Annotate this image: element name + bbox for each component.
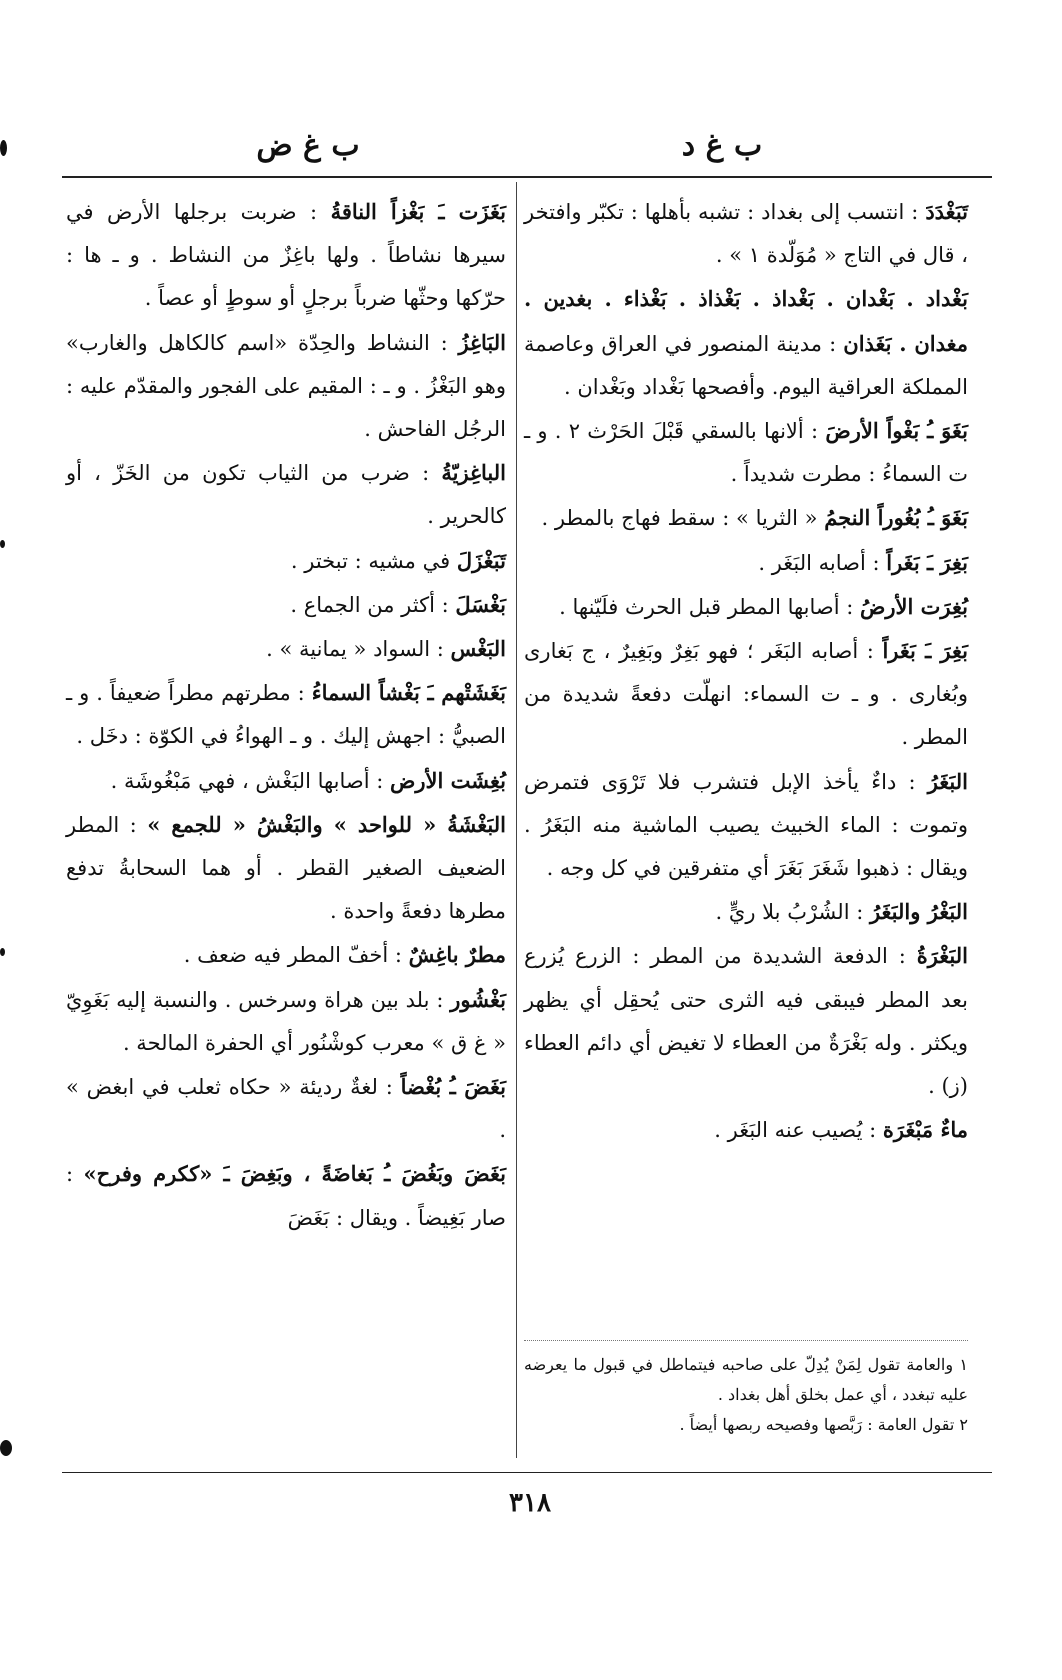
entry-body: « الثريا » : سقط فهاج بالمطر . bbox=[541, 506, 818, 531]
entry bbox=[524, 409, 968, 496]
entry-head: البَغْرُ والبَغَرُ bbox=[869, 899, 968, 925]
entry-body: : داءٌ يأخذ الإبل فتشرب فلا تَرْوَى فتمرض وتموت : الماء الخبيث يصيب الماشية منه البَغَرُ . ويقال : ذهبوا شَغَرَ بَغَرَ أي متفرقين في كل وجه . bbox=[524, 769, 968, 881]
entry bbox=[524, 190, 968, 277]
footer-rule bbox=[62, 1472, 992, 1473]
entry-head: تَبَغْدَدَ bbox=[925, 199, 968, 224]
entry-head: مطرٌ باغِشٌ bbox=[408, 942, 506, 968]
entry-head: البَاغِزُ bbox=[458, 329, 506, 355]
entry bbox=[524, 760, 968, 891]
right-column bbox=[524, 190, 968, 1152]
entry bbox=[66, 759, 506, 803]
entry-body: : أصابها البَغْش ، فهي مَبْغُوشَة . bbox=[110, 768, 384, 793]
entry-body: : مدينة المنصور في العراق وعاصمة المملكة العراقية اليوم. وأفصحها بَغْداد وبَغْدان . bbox=[524, 331, 968, 399]
footnotes bbox=[524, 1350, 968, 1440]
left-column bbox=[66, 190, 506, 1240]
entry-body: : أخفّ المطر فيه ضعف . bbox=[183, 943, 402, 968]
entry-body: : بلد بين هراة وسرخس . والنسبة إليه بَغَوِيّ « غ ق » معرب كوشْنُور أي الحفرة المالحة . bbox=[66, 987, 506, 1055]
entry-head: البَغْشَةُ « للواحد » والبَغْشُ « للجمع » bbox=[147, 811, 506, 837]
entry-head: البَغْس bbox=[450, 636, 506, 662]
entry-body: : ضرب من الثياب تكون من الخَزّ ، أو كالحرير . bbox=[66, 461, 506, 529]
page-number: ٣١٨ bbox=[509, 1488, 551, 1518]
entry bbox=[524, 890, 968, 934]
entry-body: : الشُرْبُ بلا ريٍّ . bbox=[715, 900, 864, 925]
footnote: ١ والعامة تقول لِمَنْ يُدِلّ على صاحبه فيتماطل في قبول ما يعرضه عليه تبغدد ، أي عمل بخلق أهل بغداد . bbox=[524, 1355, 968, 1404]
entry-head: بَغِرَ ـَ بَغَراً bbox=[882, 638, 968, 664]
entry bbox=[66, 1065, 506, 1152]
entry-body: : صار بَغِيضاً . ويقال : بَغَضَ bbox=[66, 1162, 506, 1230]
entry bbox=[66, 190, 506, 321]
entry-head: بَغَضَ وبَغُضَ ـُ بَغاضَةً ، وبَغِضَ ـَ «ككرم وفرح» bbox=[83, 1161, 506, 1187]
entry bbox=[66, 671, 506, 758]
entry-body: : أكثر من الجماع . bbox=[290, 592, 449, 617]
entry bbox=[66, 539, 506, 583]
entry-body: : يُصيب عنه البَغَر . bbox=[714, 1118, 877, 1143]
entry bbox=[66, 933, 506, 977]
entry-body: : أصابها المطر قبل الحرث فلَيّنها . bbox=[559, 594, 854, 619]
entry bbox=[66, 978, 506, 1065]
entry bbox=[66, 803, 506, 934]
entry-head: بَغَوَ ـُ بُغُوراً النجمُ bbox=[824, 505, 968, 531]
entry-body: : انتسب إلى بغداد : تشبه بأهلها : تكبّر وافتخر ، قال في التاج « مُوَلّدة ١ » . bbox=[524, 200, 968, 268]
entry bbox=[524, 541, 968, 585]
entry-head: ماءٌ مَبْغَرَة bbox=[882, 1117, 968, 1143]
entry bbox=[66, 627, 506, 671]
entry-head: بَغَزَت ـَ بَغْزاً الناقةُ bbox=[330, 199, 506, 224]
entry bbox=[66, 1152, 506, 1239]
entry-body: : السواد « يمانية » . bbox=[266, 637, 444, 662]
entry-body: : مطرتهم مطراً ضعيفاً . و ـ الصبيُّ : اجهش إليك . و ـ الهواءُ في الكوّة : دخَل . bbox=[66, 681, 506, 749]
entry-head: البَغْرَةُ bbox=[916, 943, 968, 969]
entry-body: : النشاط والحِدّة «اسم كالكاهل والغارب» وهو البَغْزُ . و ـ : المقيم على الفجور والمقدّم عليه : الرجُل الفاحش . bbox=[66, 330, 506, 442]
entry-head: الباغِزيّةُ bbox=[441, 460, 506, 486]
footnote-rule bbox=[524, 1340, 968, 1341]
entry-head: بُغِرَت الأرضُ bbox=[860, 593, 968, 619]
entry bbox=[66, 321, 506, 452]
entry-head: البَغَرُ bbox=[927, 768, 968, 794]
header-title-right: ب غ د bbox=[681, 128, 763, 163]
entry-head: بَغْشُور bbox=[450, 986, 506, 1012]
header-rule bbox=[62, 176, 992, 178]
entry bbox=[524, 585, 968, 629]
footnote: ٢ تقول العامة : رَبَّصها وفصيحه ربصها أيضاً . bbox=[679, 1415, 968, 1434]
entry-body: : لغةٌ رديئة « حكاه ثعلب في ابغض » . bbox=[66, 1075, 506, 1143]
entry-body: : الدفعة الشديدة من المطر : الزرع يُزرع بعد المطر فيبقى فيه الثرى حتى يُحقِل أي يظهر ويكثر . وله بَغْرَةٌ من العطاء لا تغيض أي دائم العطاء (ز) . bbox=[524, 944, 968, 1099]
entry-body: : ألانها بالسقي قَبْلَ الحَرْث ٢ . و ـ ت السماءُ : مطرت شديداً . bbox=[524, 419, 968, 487]
entry-body: : ضربت برجلها الأرض في سيرها نشاطاً . ولها باغِزٌ من النشاط . و ـ ها : حرّكها وحثّها ضرباً برجلٍ أو سوطٍ أو عصاً . bbox=[66, 200, 506, 311]
entry-body: في مشيه : تبختر . bbox=[290, 548, 451, 573]
header-title-left: ب غ ض bbox=[256, 128, 360, 163]
entry-head: بَغَوَ ـُ بَغْواً الأرضَ bbox=[825, 418, 968, 444]
entry-head: بَغْسَلَ bbox=[455, 591, 506, 617]
scan-mark bbox=[0, 1440, 12, 1456]
column-divider bbox=[516, 182, 517, 1458]
entry-body: : أصابه البَغَر . bbox=[758, 550, 880, 575]
scan-mark bbox=[0, 140, 7, 156]
entry-head: بَغَشَتْهم ـَ بَغْشاً السماءُ bbox=[311, 680, 506, 706]
scan-mark bbox=[0, 948, 5, 956]
entry bbox=[524, 496, 968, 540]
entry-head: بُغِشَت الأرض bbox=[390, 767, 506, 793]
entry bbox=[524, 934, 968, 1108]
entry bbox=[524, 277, 968, 409]
entry-head: بَغَضَ ـُ بُغْضاً bbox=[400, 1074, 506, 1100]
entry bbox=[66, 583, 506, 627]
entry bbox=[66, 451, 506, 538]
scan-mark bbox=[0, 540, 5, 548]
entry-head: بَغِرَ ـَ بَغَراً bbox=[886, 549, 968, 575]
entry-head: تَبَغْزَلَ bbox=[456, 547, 506, 573]
entry-body: : أصابه البَغَر ؛ فهو بَغِرٌ وبَغِيرٌ ، ج بَغارى وبُغارى . و ـ ت السماء: انهلّت دفعةً شديدة من المطر . bbox=[524, 639, 968, 750]
entry bbox=[524, 629, 968, 760]
entry bbox=[524, 1108, 968, 1152]
entry-body: : المطر الضعيف الصغير القطر . أو هما السحابةُ تدفع مطرها دفعةً واحدة . bbox=[66, 812, 506, 924]
entry-head: بَغْداد . بَغْدان . بَغْداذ . بَغْذاذ . بَغْذاء . بغدين . مغدان . بَغَذان bbox=[524, 286, 968, 356]
